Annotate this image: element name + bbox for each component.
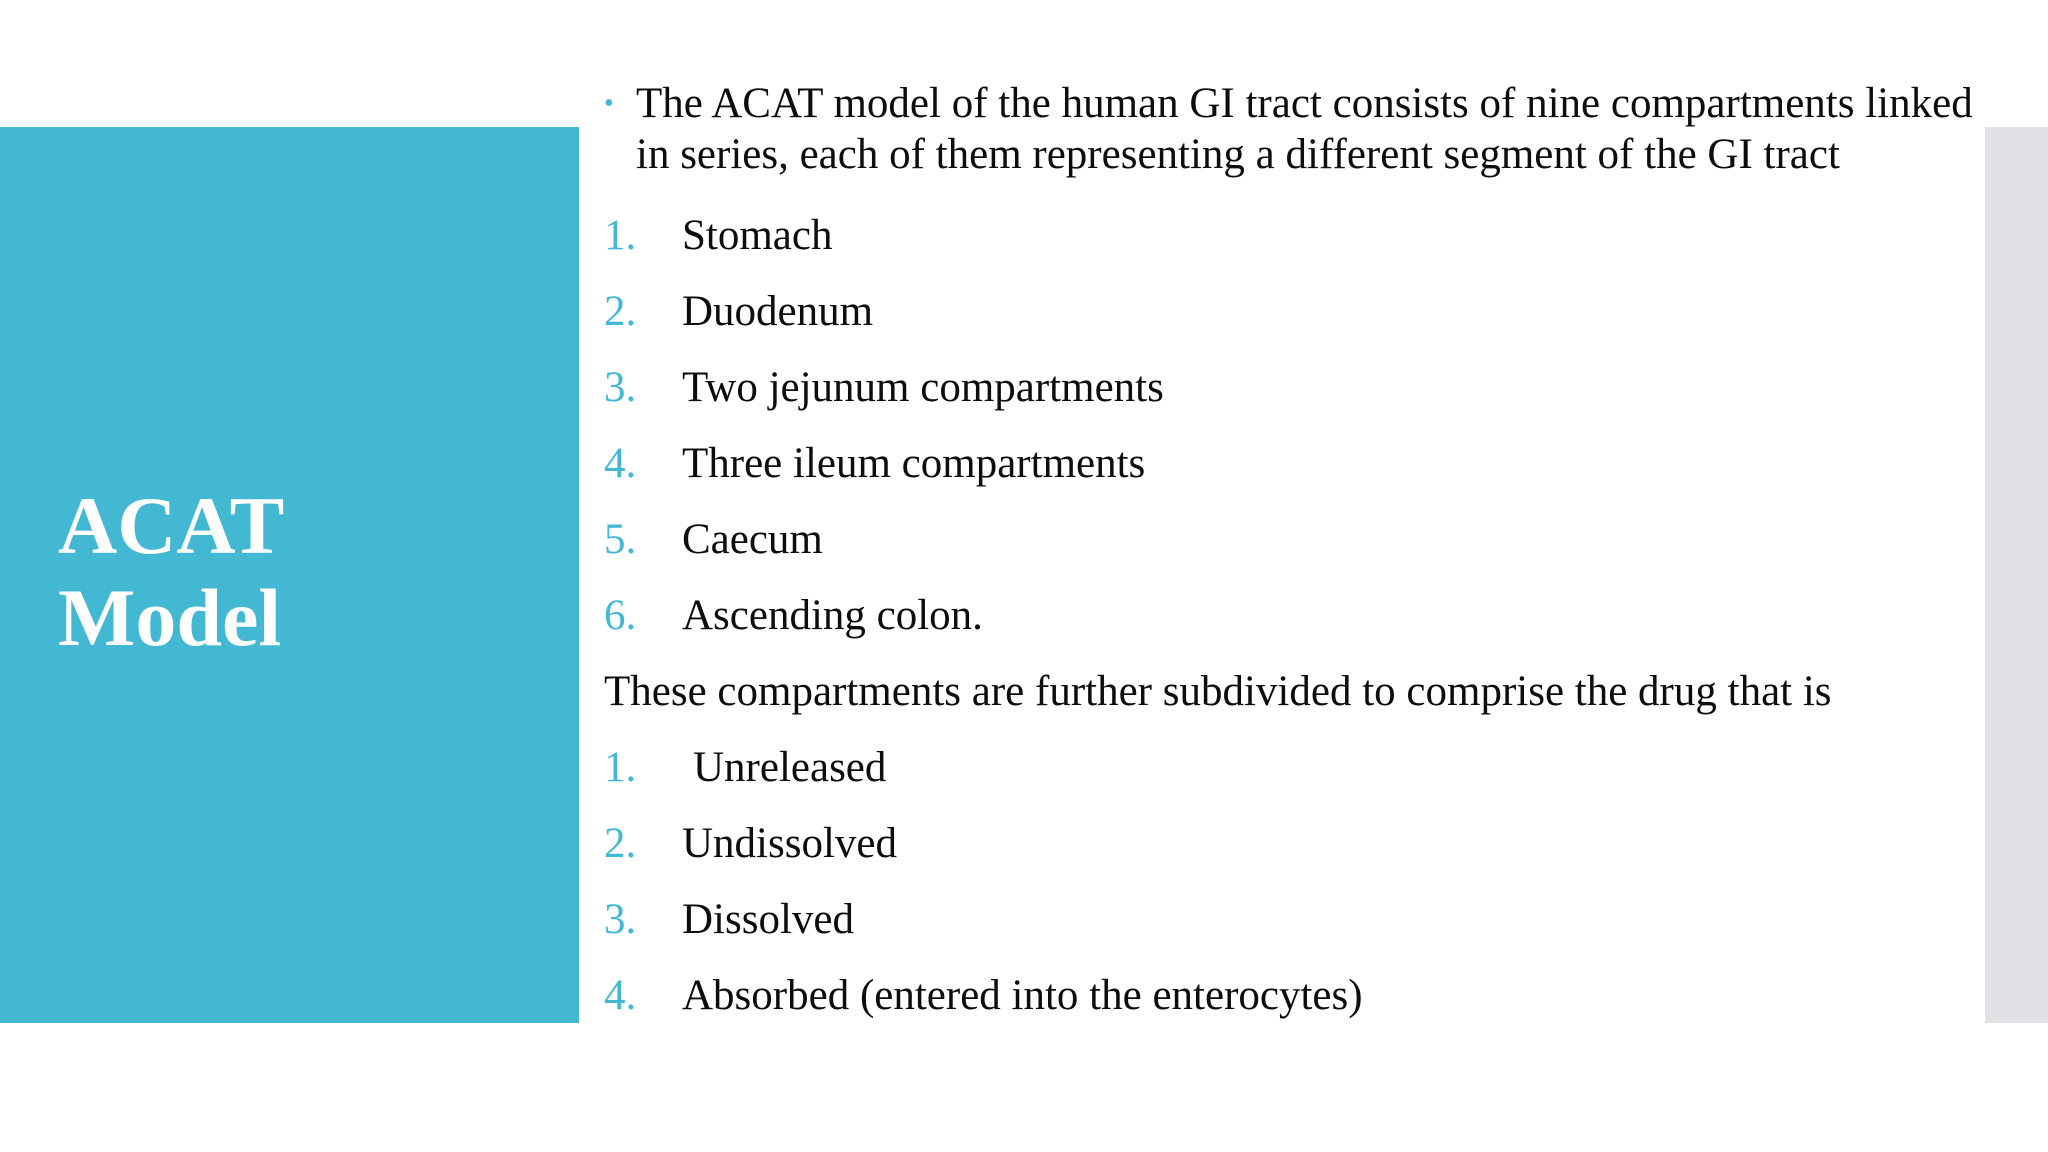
segment-text: Caecum: [682, 516, 823, 563]
segment-text: Three ileum compartments: [682, 440, 1146, 487]
state-item: [604, 882, 1984, 958]
segment-item: [604, 350, 1984, 426]
segment-item: [604, 578, 1984, 654]
segment-number: 3.: [604, 364, 637, 411]
state-number: 4.: [604, 972, 637, 1019]
segment-text: Duodenum: [682, 288, 874, 335]
slide-title-line-2: Model: [58, 572, 282, 663]
right-decorative-bar: [1985, 127, 2048, 1023]
segment-item: [604, 274, 1984, 350]
intro-text: The ACAT model of the human GI tract consists of nine compartments linked in series, each of them representing a different segment of the GI tract: [636, 80, 1973, 178]
segment-item: [604, 426, 1984, 502]
state-text: Absorbed (entered into the enterocytes): [682, 972, 1363, 1019]
segment-item: [604, 502, 1984, 578]
slide-content: [604, 78, 1984, 1034]
segment-number: 5.: [604, 516, 637, 563]
segment-number: 1.: [604, 212, 637, 259]
segment-text: Stomach: [682, 212, 833, 259]
state-text: Dissolved: [682, 896, 854, 943]
state-item: [604, 806, 1984, 882]
slide-title-line-1: ACAT: [58, 480, 285, 571]
intro-bullet: [604, 78, 1984, 180]
state-item: [604, 730, 1984, 806]
state-number: 2.: [604, 820, 637, 867]
state-item: [604, 958, 1984, 1034]
state-number: 3.: [604, 896, 637, 943]
segment-number: 4.: [604, 440, 637, 487]
state-number: 1.: [604, 744, 637, 791]
state-text: Unreleased: [693, 744, 887, 791]
bullet-dot-icon: •: [604, 88, 614, 119]
state-text: Undissolved: [682, 820, 897, 867]
slide-title: [58, 480, 284, 664]
segment-text: Ascending colon.: [682, 592, 983, 639]
segment-text: Two jejunum compartments: [682, 364, 1164, 411]
segment-item: [604, 198, 1984, 274]
subdivision-intro: These compartments are further subdivided to comprise the drug that is: [604, 668, 1832, 715]
segment-number: 6.: [604, 592, 637, 639]
segment-number: 2.: [604, 288, 637, 335]
